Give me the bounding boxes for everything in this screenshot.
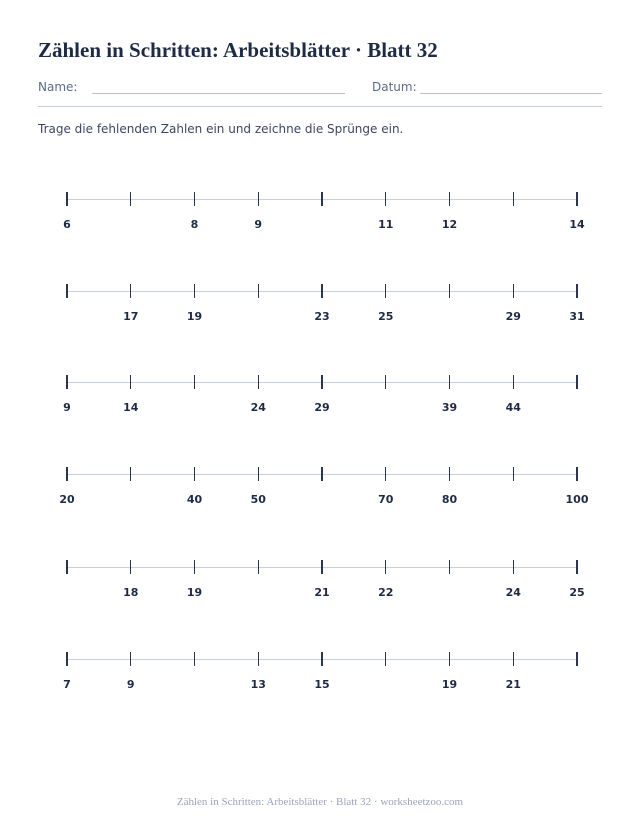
tick-mark	[385, 560, 386, 574]
tick-label: 25	[378, 310, 394, 323]
tick-label: 100	[565, 493, 589, 506]
tick-label: 39	[441, 401, 458, 414]
tick-mark	[576, 560, 577, 574]
tick-mark	[321, 375, 322, 389]
tick-mark	[194, 560, 195, 574]
tick-mark	[258, 375, 259, 389]
tick-mark	[449, 467, 450, 481]
tick-mark	[66, 375, 67, 389]
tick-label: 24	[250, 401, 266, 414]
tick-mark	[66, 192, 67, 206]
tick-mark	[130, 375, 131, 389]
tick-mark	[513, 284, 514, 298]
tick-mark	[576, 652, 577, 666]
tick-label: 9	[126, 678, 135, 691]
tick-mark	[449, 284, 450, 298]
tick-mark	[449, 560, 450, 574]
tick-label: 25	[569, 586, 585, 599]
tick-label: 11	[378, 218, 394, 231]
tick-mark	[513, 192, 514, 206]
tick-label: 40	[186, 493, 203, 506]
tick-label: 14	[569, 218, 585, 231]
tick-label: 6	[63, 218, 71, 231]
tick-mark	[66, 560, 67, 574]
tick-mark	[194, 375, 195, 389]
instructions-text: Trage die fehlenden Zahlen ein und zeichne die Sprünge ein.	[38, 122, 404, 136]
tick-mark	[194, 652, 195, 666]
number-line	[0, 567, 640, 597]
tick-mark	[66, 652, 67, 666]
tick-mark	[258, 652, 259, 666]
number-line	[0, 382, 640, 412]
tick-label: 19	[186, 586, 203, 599]
tick-label: 9	[63, 401, 71, 414]
tick-mark	[513, 560, 514, 574]
tick-label: 17	[123, 310, 139, 323]
tick-mark	[513, 467, 514, 481]
tick-mark	[513, 652, 514, 666]
tick-mark	[194, 467, 195, 481]
tick-mark	[66, 467, 67, 481]
tick-label: 9	[254, 218, 263, 231]
tick-label: 23	[314, 310, 330, 323]
tick-mark	[385, 375, 386, 389]
tick-label: 50	[250, 493, 266, 506]
header-divider	[38, 106, 602, 107]
tick-label: 21	[314, 586, 330, 599]
tick-mark	[66, 284, 67, 298]
number-line	[0, 291, 640, 321]
tick-mark	[130, 284, 131, 298]
tick-label: 14	[123, 401, 139, 414]
tick-mark	[576, 467, 577, 481]
tick-label: 80	[441, 493, 458, 506]
tick-mark	[385, 284, 386, 298]
footer-text: Zählen in Schritten: Arbeitsblätter · Blatt 32 · worksheetzoo.com	[176, 796, 464, 808]
tick-mark	[385, 467, 386, 481]
number-line	[0, 659, 640, 689]
tick-label: 22	[378, 586, 394, 599]
tick-mark	[194, 284, 195, 298]
tick-label: 18	[123, 586, 139, 599]
name-field[interactable]	[92, 93, 345, 94]
tick-label: 12	[441, 218, 458, 231]
tick-mark	[449, 375, 450, 389]
tick-mark	[576, 375, 577, 389]
tick-mark	[449, 192, 450, 206]
tick-mark	[385, 652, 386, 666]
tick-mark	[130, 560, 131, 574]
tick-mark	[449, 652, 450, 666]
tick-mark	[321, 652, 322, 666]
tick-label: 7	[63, 678, 71, 691]
tick-label: 8	[190, 218, 199, 231]
tick-label: 44	[505, 401, 521, 414]
number-line	[0, 199, 640, 229]
worksheet-title: Zählen in Schritten: Arbeitsblätter · Blatt 32	[38, 38, 438, 62]
tick-mark	[130, 192, 131, 206]
tick-mark	[576, 284, 577, 298]
tick-mark	[321, 284, 322, 298]
tick-mark	[258, 560, 259, 574]
name-label: Name:	[38, 80, 78, 94]
tick-label: 31	[569, 310, 585, 323]
tick-label: 24	[505, 586, 521, 599]
tick-label: 15	[314, 678, 330, 691]
tick-mark	[258, 192, 259, 206]
tick-mark	[321, 467, 322, 481]
date-field[interactable]	[420, 93, 602, 94]
tick-label: 21	[505, 678, 521, 691]
tick-label: 20	[59, 493, 75, 506]
tick-label: 29	[314, 401, 330, 414]
tick-mark	[258, 284, 259, 298]
number-line	[0, 474, 640, 504]
tick-mark	[321, 560, 322, 574]
tick-label: 29	[505, 310, 521, 323]
tick-mark	[385, 192, 386, 206]
tick-mark	[513, 375, 514, 389]
tick-mark	[130, 467, 131, 481]
tick-label: 19	[186, 310, 203, 323]
tick-mark	[576, 192, 577, 206]
tick-mark	[194, 192, 195, 206]
date-label: Datum:	[372, 80, 417, 94]
tick-label: 19	[441, 678, 458, 691]
tick-mark	[258, 467, 259, 481]
tick-label: 13	[250, 678, 266, 691]
tick-mark	[321, 192, 322, 206]
tick-mark	[130, 652, 131, 666]
tick-label: 70	[378, 493, 394, 506]
